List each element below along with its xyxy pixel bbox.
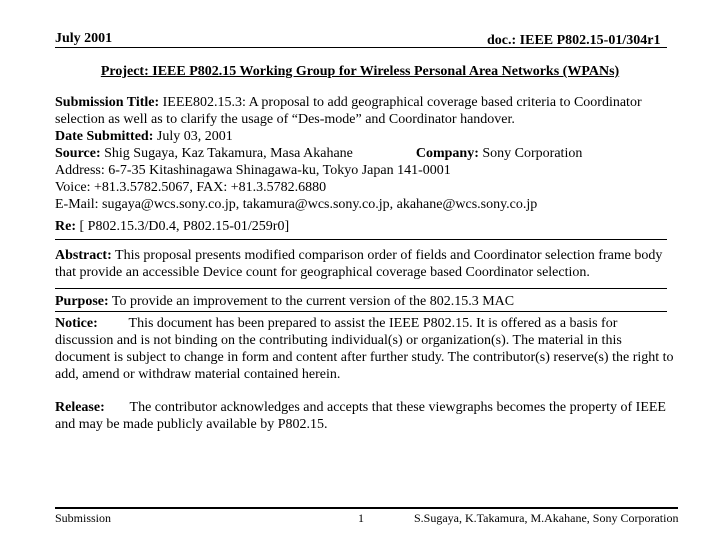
email-line: E-Mail: sugaya@wcs.sony.co.jp, takamura@wcs.sony.co.jp, akahane@wcs.sony.co.jp [55,197,538,212]
company-text: Sony Corporation [482,146,583,161]
divider-re [55,239,667,240]
re-text: [ P802.15.3/D0.4, P802.15-01/259r0] [79,219,290,234]
release-text: The contributor acknowledges and accepts that these viewgraphs becomes the property of IEEE and may be made publicly available by P802.15. [55,400,666,432]
header-doc-id: doc.: IEEE P802.15-01/304r1 [487,33,661,48]
submission-block [55,94,675,213]
date-submitted-line [55,128,675,145]
purpose-text: To provide an improvement to the current version of the 802.15.3 MAC [111,294,515,309]
abstract-label: Abstract: [55,248,112,263]
project-title: Project: IEEE P802.15 Working Group for Wireless Personal Area Networks (WPANs) [100,64,620,79]
date-submitted-label: Date Submitted: [55,129,154,144]
notice-label: Notice: [55,316,98,331]
notice-text: This document has been prepared to assist the IEEE P802.15. It is offered as a basis for discussion and is not binding on the contributing individual(s) or organization(s). The material in this document is subject to change in form and content after further study. The contributor(s) reserve(s) the right to add, amend or withdraw material contained herein. [55,316,674,382]
footer-page-number: 1 [358,511,364,525]
submission-title-line [55,94,675,128]
divider-abstract [55,288,667,289]
re-line [55,218,675,235]
header-divider [55,47,667,48]
submission-title-text: IEEE802.15.3: A proposal to add geographical coverage based criteria to Coordinator selection as well as to clarify the usage of “Des-mode” and Coordinator handover. [55,95,642,127]
source-label: Source: [55,146,101,161]
source-line [55,145,675,162]
footer-divider [55,507,678,509]
address-line: Address: 6-7-35 Kitashinagawa Shinagawa-ku, Tokyo Japan 141-0001 [55,163,451,178]
header-date: July 2001 [55,31,113,46]
date-submitted-text: July 03, 2001 [156,129,233,144]
notice-block [55,315,675,383]
voice-line: Voice: +81.3.5782.5067, FAX: +81.3.5782.6880 [55,180,327,195]
release-block [55,399,675,433]
purpose-block [55,293,675,310]
footer-submission: Submission [55,511,112,525]
abstract-text: This proposal presents modified comparison order of fields and Coordinator selection frame body that provide an accessible Device count for geographical coverage based Coordinator selection. [55,248,663,280]
divider-purpose [55,311,667,312]
source-text: Shig Sugaya, Kaz Takamura, Masa Akahane [104,146,353,161]
submission-title-label: Submission Title: [55,95,160,110]
footer-authors: S.Sugaya, K.Takamura, M.Akahane, Sony Corporation [414,511,679,525]
re-label: Re: [55,219,76,234]
company-label: Company: [415,146,479,161]
release-label: Release: [55,400,105,415]
purpose-label: Purpose: [55,294,109,309]
abstract-block [55,247,675,281]
